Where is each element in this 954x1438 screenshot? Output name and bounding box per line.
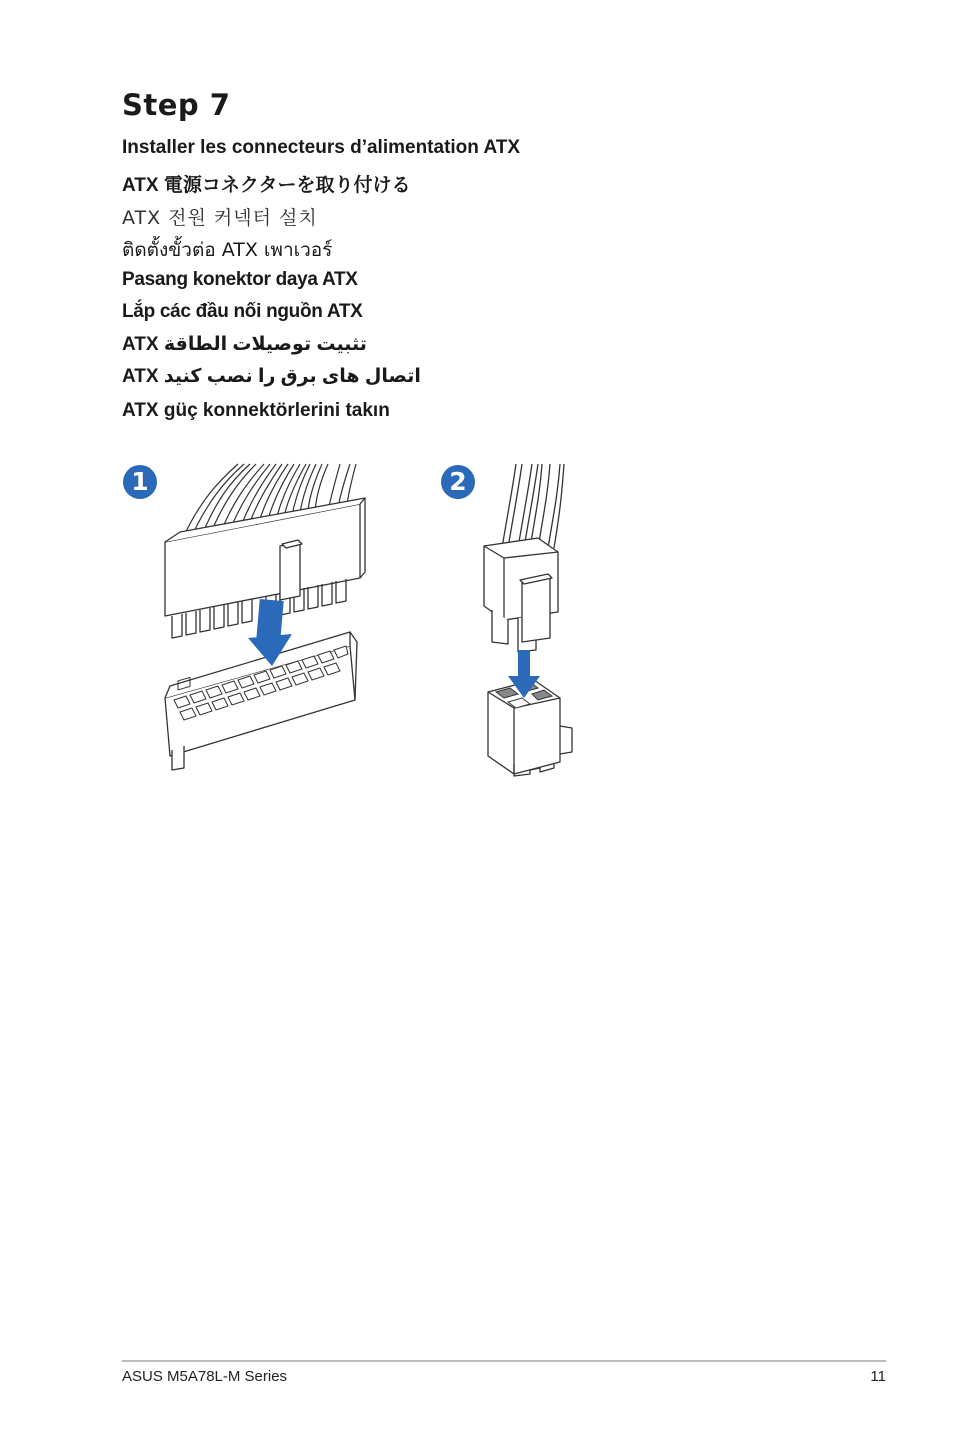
step-badge-1: 1 bbox=[123, 465, 157, 499]
step-title: Step 7 bbox=[122, 88, 231, 122]
instruction-korean: ATX 전원 커넥터 설치 bbox=[122, 207, 318, 229]
footer-divider bbox=[122, 1360, 886, 1362]
step-badge-2: 2 bbox=[441, 465, 475, 499]
atx-4pin-illustration bbox=[478, 462, 578, 782]
instruction-turkish: ATX güç konnektörlerini takın bbox=[122, 400, 390, 421]
instruction-thai: ติดตั้งขั้วต่อ ATX เพาเวอร์ bbox=[122, 239, 333, 261]
instruction-arabic: ATX تثبيت توصيلات الطاقة bbox=[122, 334, 367, 355]
atx-24pin-illustration bbox=[160, 460, 370, 780]
instruction-japanese: ATX 電源コネクターを取り付ける bbox=[122, 175, 411, 196]
instruction-indonesian: Pasang konektor daya ATX bbox=[122, 269, 358, 290]
instruction-persian: ATX اتصال های برق را نصب کنید bbox=[122, 366, 421, 387]
instruction-french: Installer les connecteurs d’alimentation ATX bbox=[122, 137, 521, 158]
instruction-vietnamese: Lắp các đầu nối nguồn ATX bbox=[122, 301, 363, 322]
footer-product-name: ASUS M5A78L-M Series bbox=[122, 1368, 288, 1385]
footer-page-number: 11 bbox=[870, 1368, 886, 1385]
